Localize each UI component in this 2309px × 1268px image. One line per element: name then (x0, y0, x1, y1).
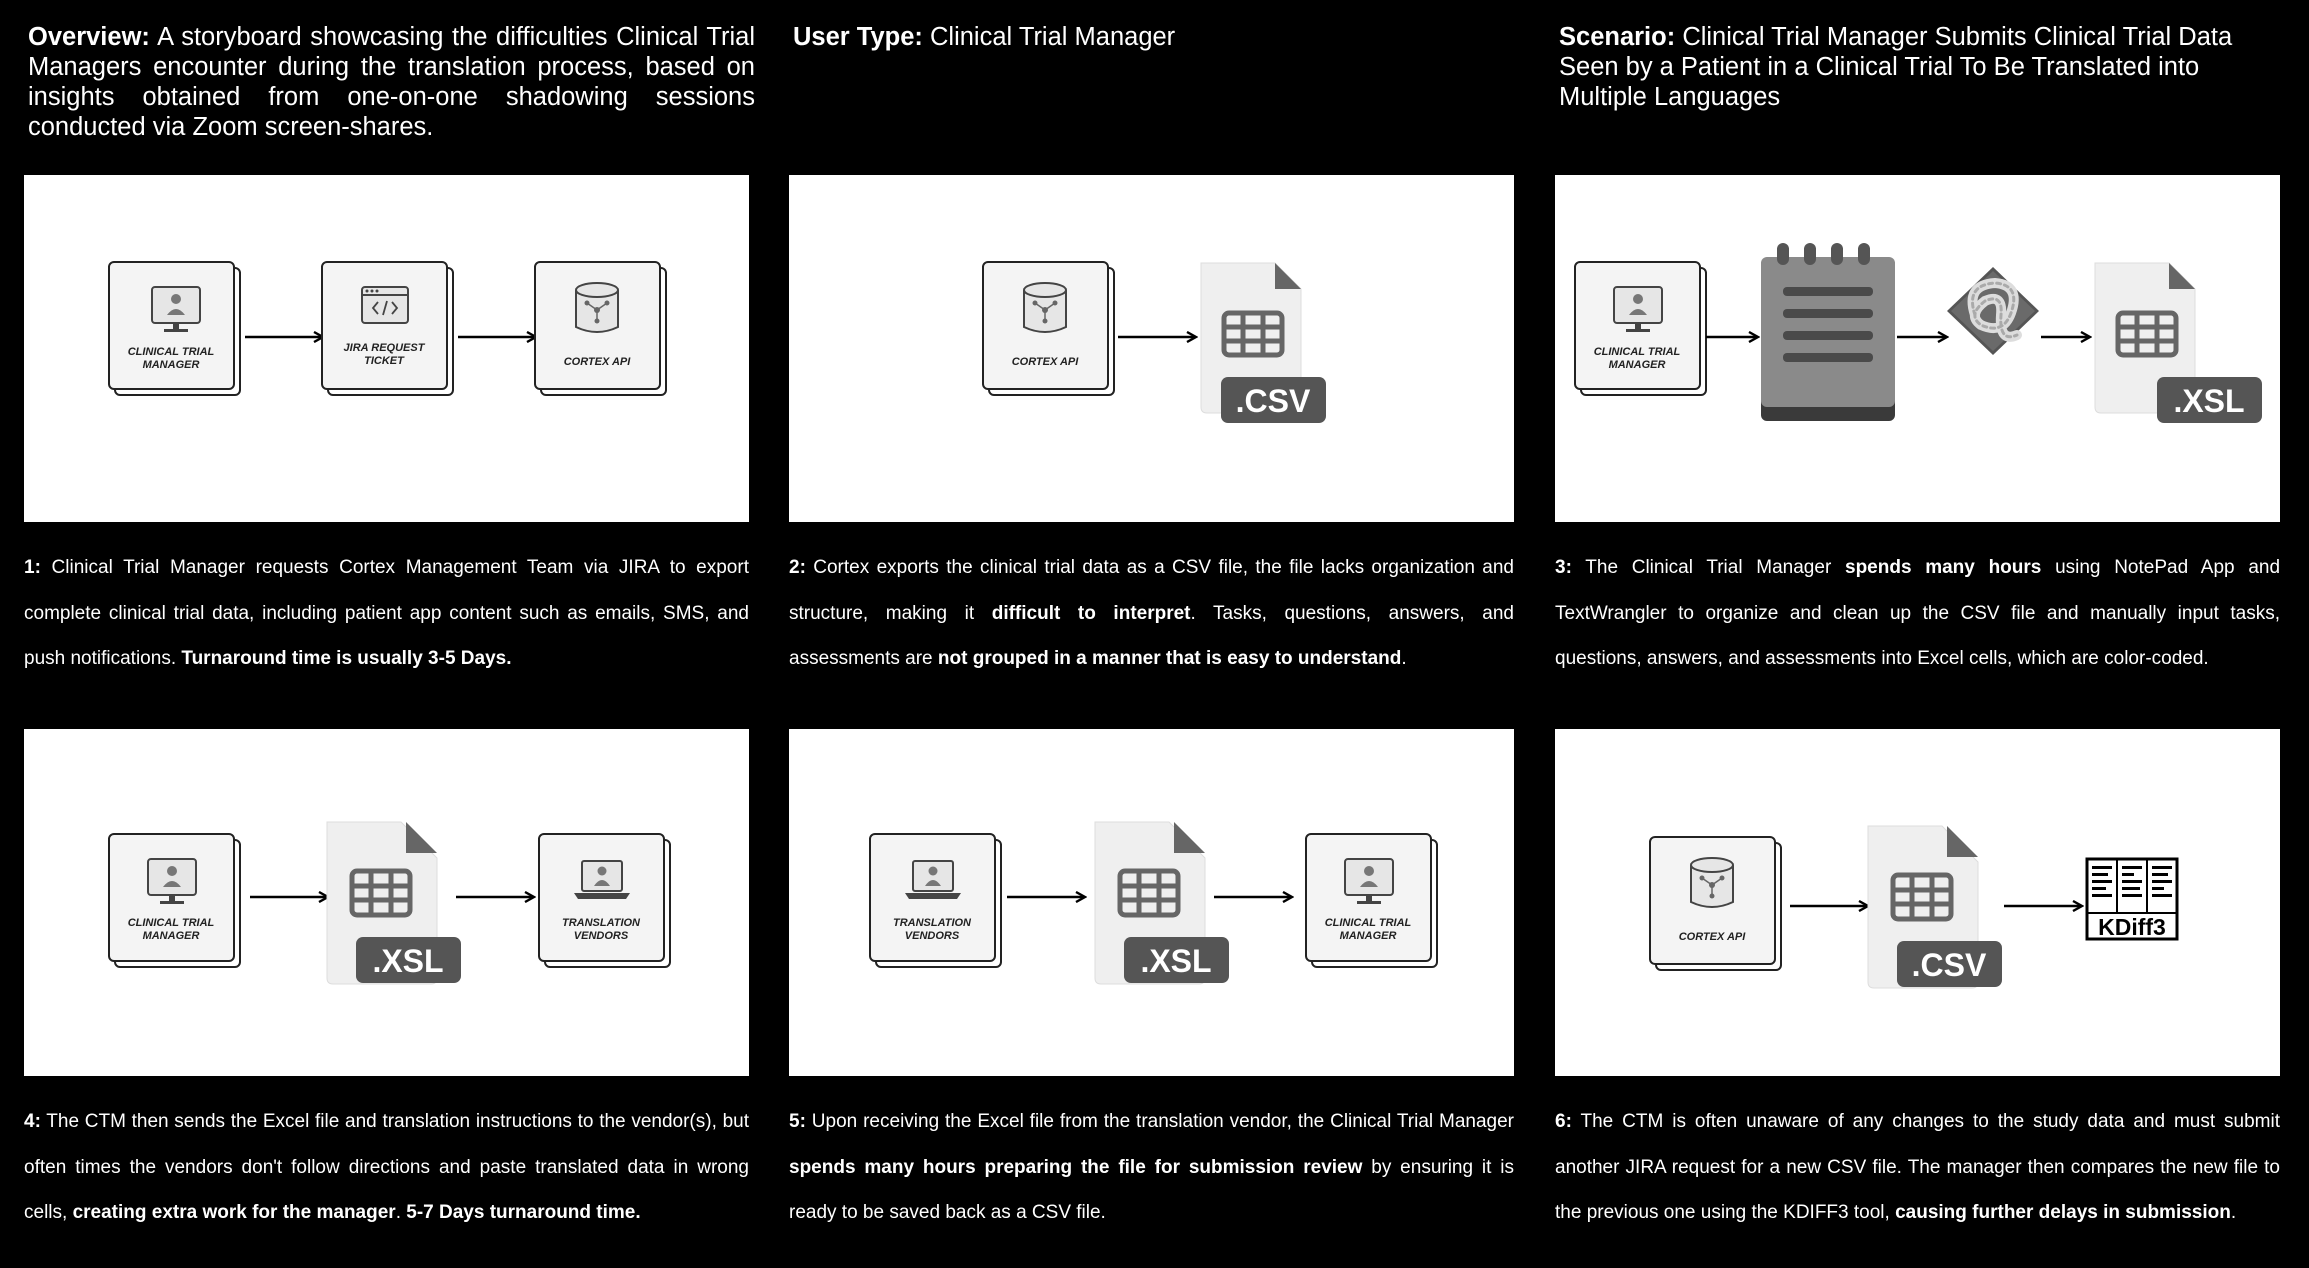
clinical-trial-manager-card (109, 262, 240, 395)
overview-label: Overview: (28, 23, 150, 51)
node-label: TRANSLATION (561, 917, 641, 929)
node-label: VENDORS (904, 930, 960, 942)
laptop-user-icon (905, 861, 961, 899)
jira-request-ticket-card (322, 262, 453, 395)
storyboard-panel-2 (789, 175, 1514, 522)
node-label: MANAGER (142, 930, 200, 942)
cortex-api-card (535, 262, 666, 395)
node-label: VENDORS (573, 930, 629, 942)
caption-2: 2: Cortex exports the clinical trial data as a CSV file, the file lacks organization and structure, making it difficult to interpret. Tasks, questions, answers, and assessments are not grouped in a manner that is easy to understand. (789, 557, 1515, 669)
node-label: CLINICAL TRIAL (1593, 346, 1681, 358)
node-label: TICKET (364, 355, 404, 367)
scenario-text: Scenario: Clinical Trial Manager Submits Clinical Trial Data Seen by a Patient in a Clinical Trial To Be Translated into Multiple Languages (1559, 23, 2233, 111)
csv-file-icon (1868, 826, 2002, 988)
xsl-file-icon (327, 822, 461, 984)
clinical-trial-manager-card (109, 834, 240, 967)
storyboard-panel-1 (24, 175, 749, 522)
csv-file-icon (1201, 263, 1326, 423)
textwrangler-icon (1947, 267, 2039, 355)
node-label: CORTEX API (1011, 356, 1079, 368)
translation-vendors-card (539, 834, 670, 967)
caption-3: 3: The Clinical Trial Manager spends many hours using NotePad App and TextWrangler to organize and clean up the CSV file and manually input tasks, questions, answers, and assessments into Excel cells, which are color-coded. (1555, 557, 2281, 669)
node-label: TRANSLATION (892, 917, 972, 929)
node-label: MANAGER (1608, 359, 1666, 371)
database-icon (1691, 858, 1733, 907)
file-type-label: .CSV (1235, 383, 1311, 419)
node-label: CORTEX API (1678, 931, 1746, 943)
translation-vendors-card (870, 834, 1001, 967)
database-icon (1024, 283, 1066, 332)
cortex-api-card (1650, 837, 1781, 970)
clinical-trial-manager-card (1306, 834, 1437, 967)
xsl-file-icon (2095, 263, 2262, 423)
file-type-label: .CSV (1911, 947, 1987, 983)
node-label: MANAGER (142, 359, 200, 371)
caption-4: 4: The CTM then sends the Excel file and translation instructions to the vendor(s), but often times the vendors don't follow directions and paste translated data in wrong cells, creating extra work for the manager. 5-7 Days turnaround time. (24, 1111, 749, 1223)
kdiff3-label: KDiff3 (2098, 914, 2166, 940)
scenario-label: Scenario: (1559, 23, 1676, 51)
caption-1: 1: Clinical Trial Manager requests Cortex Management Team via JIRA to export complete clinical trial data, including patient app content such as emails, SMS, and push notifications. Turnaround time is usually 3-5 Days. (24, 557, 749, 669)
database-icon (576, 283, 618, 332)
node-label: CLINICAL TRIAL (127, 346, 215, 358)
caption-6: 6: The CTM is often unaware of any changes to the study data and must submit another JIRA request for a new CSV file. The manager then compares the new file to the previous one using the KDIFF3 tool, causing further delays in submission. (1555, 1111, 2281, 1223)
node-label: CLINICAL TRIAL (1324, 917, 1412, 929)
user-type-label: User Type: (793, 23, 923, 51)
node-label: CORTEX API (563, 356, 631, 368)
xsl-file-icon (1095, 822, 1229, 984)
clinical-trial-manager-card (1575, 262, 1706, 395)
storyboard-panel-4 (24, 729, 749, 1076)
laptop-user-icon (574, 861, 630, 899)
file-type-label: .XSL (372, 943, 444, 979)
storyboard-panel-3 (1555, 175, 2280, 522)
user-type-text: User Type: Clinical Trial Manager (793, 23, 1176, 51)
code-window-icon (362, 287, 408, 323)
cortex-api-card (983, 262, 1114, 395)
notepad-icon (1761, 243, 1895, 421)
node-label: CLINICAL TRIAL (127, 917, 215, 929)
file-type-label: .XSL (2173, 383, 2245, 419)
overview-text: Overview: A storyboard showcasing the difficulties Clinical Trial Managers encounter during the translation process, based on insights obtained from one-on-one shadowing sessions conducted via Zoom screen-shares. (28, 23, 756, 141)
kdiff3-icon (2087, 859, 2177, 940)
storyboard-panel-5 (789, 729, 1514, 1076)
node-label: JIRA REQUEST (343, 342, 425, 354)
file-type-label: .XSL (1140, 943, 1212, 979)
caption-5: 5: Upon receiving the Excel file from the translation vendor, the Clinical Trial Manager spends many hours preparing the file for submission review by ensuring it is ready to be saved back as a CSV file. (789, 1111, 1514, 1223)
node-label: MANAGER (1339, 930, 1397, 942)
storyboard-panel-6 (1555, 729, 2280, 1076)
